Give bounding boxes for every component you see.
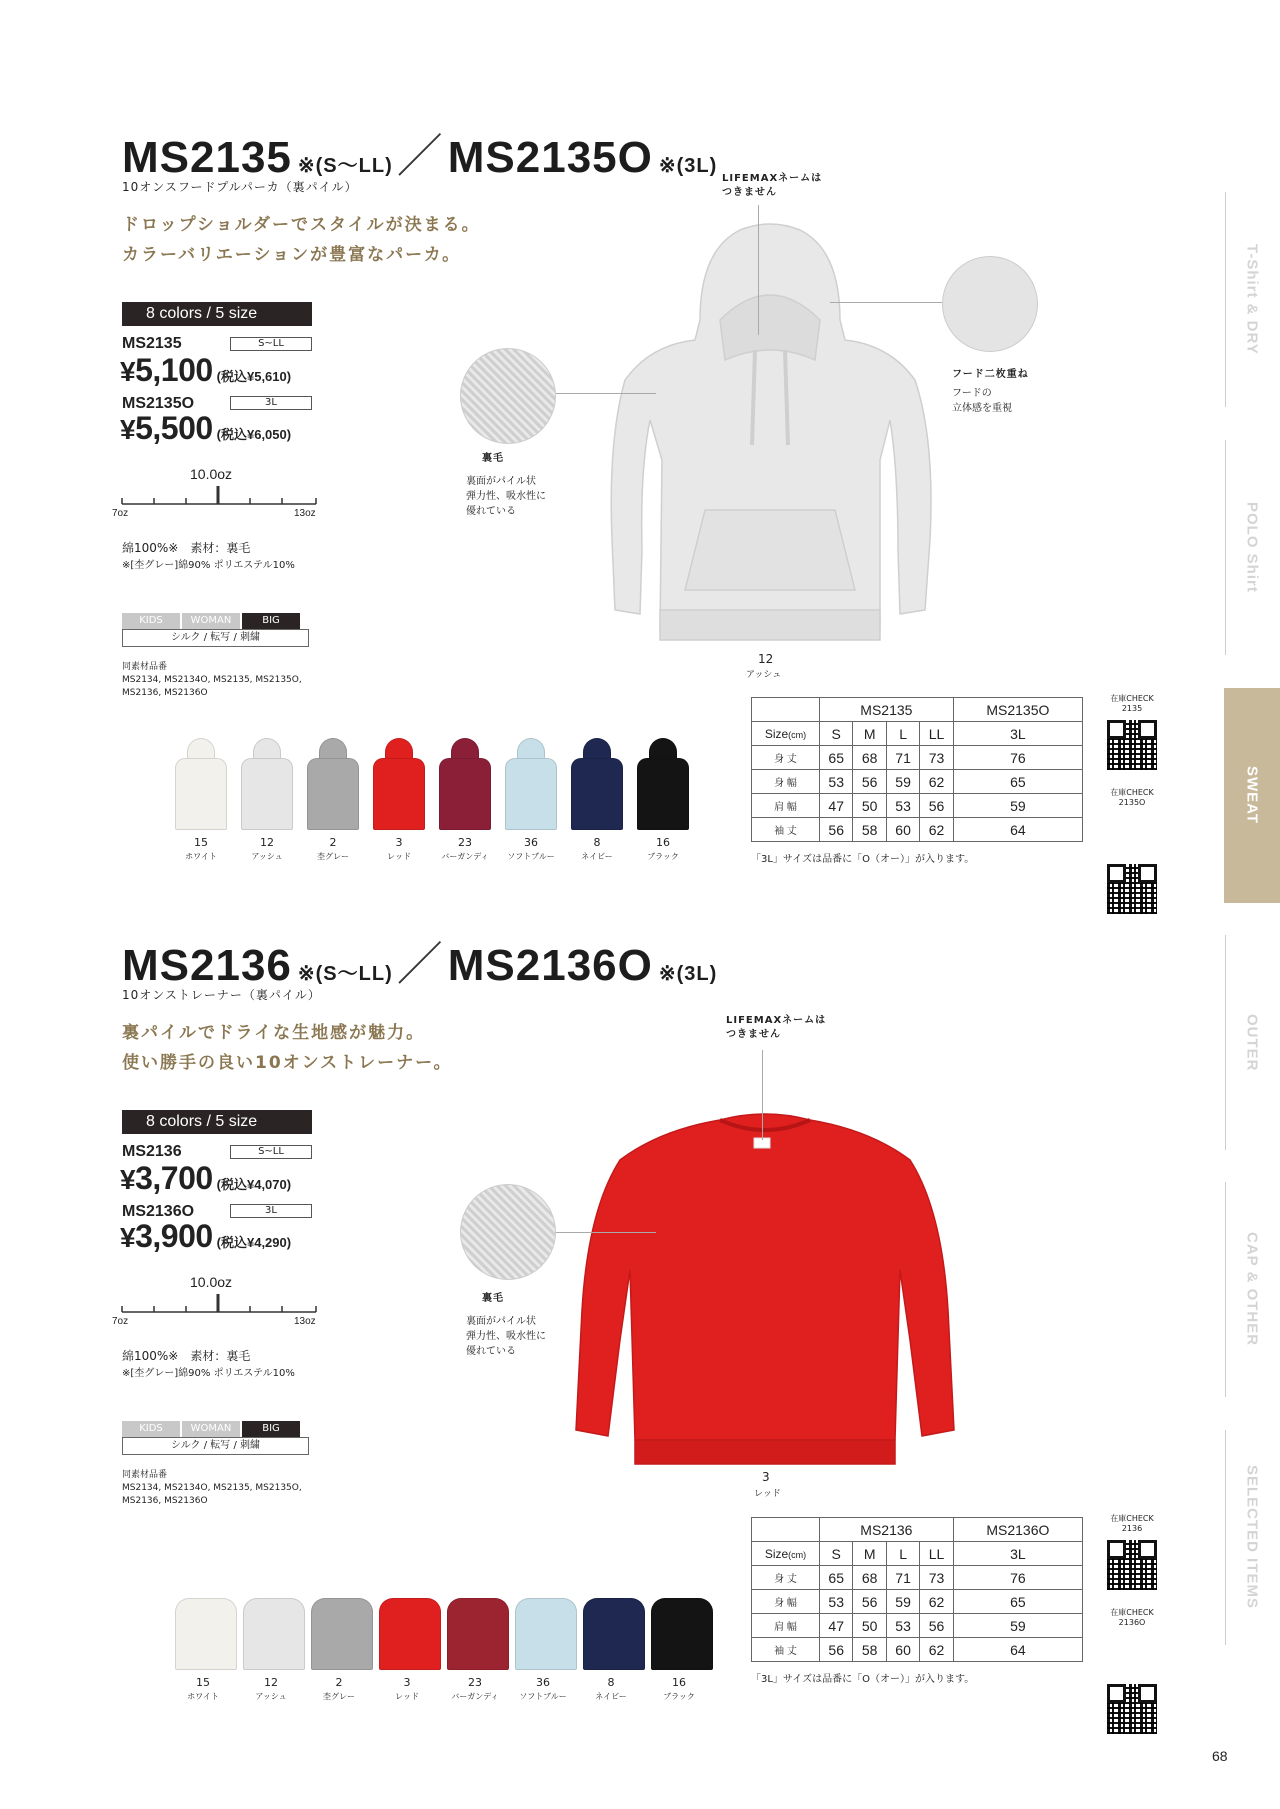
tab-sweat[interactable]: SWEAT [1224,688,1280,903]
fabric-weight: 10.0oz [190,1274,233,1290]
sku-2: MS2136O [122,1203,195,1220]
sku-1: MS2136 [122,1143,182,1160]
swatch[interactable]: 2 杢グレー [302,738,364,863]
swatch[interactable]: 12 アッシュ [236,738,298,863]
callout-hood-title: フード二枚重ね [952,369,1029,380]
scale-min: 7oz [112,508,129,519]
scale-max: 13oz [294,1316,316,1327]
tab-cap-other[interactable]: CAP & OTHER [1243,1232,1261,1347]
print-methods: シルク / 転写 / 刺繍 [122,1437,309,1455]
callout-fabric-desc: 裏面がパイル状 弾力性、吸水性に 優れている [466,476,546,517]
table-note: 「3L」サイズは品番に「O（オー）」が入ります。 [751,854,975,865]
qr-code-1[interactable] [1107,1540,1157,1590]
swatch[interactable]: 3 レッド [374,1576,440,1703]
fit-tags [122,1416,302,1437]
tag-kids: KIDS [122,613,180,629]
swatch[interactable]: 3 レッド [368,738,430,863]
callout-no-label: LIFEMAXネームは つきません [722,173,823,198]
swatch[interactable]: 16 ブラック [632,738,694,863]
callout-fabric-title: 裏毛 [482,1293,504,1304]
price-1: ¥3,700 (税込¥4,070) [120,1160,292,1196]
product-title: MS2135 ※(S〜LL)／MS2135O ※(3L) [122,130,718,182]
main-color-name: レッド [754,1489,781,1499]
swatch[interactable]: 15 ホワイト [170,1576,236,1703]
table-row: 身 丈 65 68 71 73 76 [752,1566,1083,1590]
fabric-weight: 10.0oz [190,466,233,482]
swatch[interactable]: 16 ブラック [646,1576,712,1703]
qr-code-2[interactable] [1107,1684,1157,1734]
table-row: 肩 幅 47 50 53 56 59 [752,794,1083,818]
table-row: 袖 丈 56 58 60 62 64 [752,1638,1083,1662]
swatch[interactable]: 8 ネイビー [578,1576,644,1703]
garment-shape [515,1598,577,1670]
garment-shape [175,1598,237,1670]
catch-copy: 裏パイルでドライな生地感が魅力。 使い勝手の良い10オンストレーナー。 [122,1023,453,1073]
price-2: ¥5,500 (税込¥6,050) [120,410,292,446]
garment-shape [379,1598,441,1670]
material-info: 綿100%※ 素材：裏毛 ※[杢グレー]綿90% ポリエステル10% [122,1349,295,1379]
fabric-detail-image [460,1184,556,1280]
callout-fabric-title: 裏毛 [482,453,504,464]
swatch[interactable]: 23 バーガンディ [434,738,496,863]
callout-no-label: LIFEMAXネームは つきません [726,1015,827,1040]
tab-polo-shirt[interactable]: POLO Shirt [1243,502,1261,593]
material-info: 綿100%※ 素材：裏毛 ※[杢グレー]綿90% ポリエステル10% [122,541,295,571]
tag-woman: WOMAN [182,1421,240,1437]
sku-2-size: 3L [230,1204,312,1218]
stock-check-label-1: 在庫CHECK 2135 [1110,694,1154,713]
color-size-count: 8 colors / 5 size [122,302,312,326]
color-swatches [170,1576,710,1704]
print-methods: シルク / 転写 / 刺繍 [122,629,309,647]
swatch[interactable]: 12 アッシュ [238,1576,304,1703]
catch-copy: ドロップショルダーでスタイルが決まる。 カラーバリエーションが豊富なパーカ。 [122,215,481,265]
garment-shape [311,1598,373,1670]
sku-1-size: S~LL [230,337,312,351]
price-1: ¥5,100 (税込¥5,610) [120,352,292,388]
tag-big: BIG [242,613,300,629]
product-subtitle: 10オンスフードプルパーカ（裏パイル） [122,180,358,194]
table-row: 袖 丈 56 58 60 62 64 [752,818,1083,842]
sku-2: MS2135O [122,395,195,412]
garment-shape [583,1598,645,1670]
table-row: 身 幅 53 56 59 62 65 [752,770,1083,794]
weight-scale [120,1292,320,1318]
sku-1-size: S~LL [230,1145,312,1159]
swatch[interactable]: 8 ネイビー [566,738,628,863]
callout-fabric-desc: 裏面がパイル状 弾力性、吸水性に 優れている [466,1316,546,1357]
main-product-image [570,1110,960,1480]
stock-check-label-2: 在庫CHECK 2136O [1110,1608,1154,1627]
product-subtitle: 10オンストレーナー（裏パイル） [122,988,321,1002]
scale-max: 13oz [294,508,316,519]
main-color-name: アッシュ [746,670,782,680]
scale-min: 7oz [112,1316,129,1327]
callout-hood-desc: フードの 立体感を重視 [952,388,1012,414]
size-table: MS2135 MS2135O Size(cm) S M L LL 3L 身 丈 65 68 71 73 76 身 幅 53 56 59 62 65 肩 幅 47 50 53 56 59 袖 丈 56 58 60 62 64 [751,697,1083,842]
swatch[interactable]: 23 バーガンディ [442,1576,508,1703]
swatch[interactable]: 2 杢グレー [306,1576,372,1703]
tab-outer[interactable]: OUTER [1243,1013,1261,1072]
product-title: MS2136 ※(S〜LL)／MS2136O ※(3L) [122,938,718,990]
table-row: 身 幅 53 56 59 62 65 [752,1590,1083,1614]
table-note: 「3L」サイズは品番に「O（オー）」が入ります。 [751,1674,975,1685]
swatch[interactable]: 15 ホワイト [170,738,232,863]
main-color-code: 3 [762,1470,770,1484]
garment-shape [447,1598,509,1670]
garment-shape [243,1598,305,1670]
tab-tshirt-dry[interactable]: T-Shirt & DRY [1243,244,1261,355]
price-2: ¥3,900 (税込¥4,290) [120,1218,292,1254]
table-row: 身 丈 65 68 71 73 76 [752,746,1083,770]
swatch[interactable]: 36 ソフトブルー [510,1576,576,1703]
tag-kids: KIDS [122,1421,180,1437]
garment-shape [651,1598,713,1670]
stock-check-label-1: 在庫CHECK 2136 [1110,1514,1154,1533]
color-size-count: 8 colors / 5 size [122,1110,312,1134]
table-row: 肩 幅 47 50 53 56 59 [752,1614,1083,1638]
sku-2-size: 3L [230,396,312,410]
size-table: MS2136 MS2136O Size(cm) S M L LL 3L 身 丈 65 68 71 73 76 身 幅 53 56 59 62 65 肩 幅 47 50 53 56 59 袖 丈 56 58 60 62 64 [751,1517,1083,1662]
same-material-list: 同素材品番 MS2134, MS2134O, MS2135, MS2135O, MS2136, MS2136O [122,662,302,698]
stock-check-label-2: 在庫CHECK 2135O [1110,788,1154,807]
tab-selected-items[interactable]: SELECTED ITEMS [1243,1465,1261,1610]
same-material-list: 同素材品番 MS2134, MS2134O, MS2135, MS2135O, MS2136, MS2136O [122,1470,302,1506]
main-color-code: 12 [758,652,774,666]
swatch[interactable]: 36 ソフトブルー [500,738,562,863]
tag-big: BIG [242,1421,300,1437]
tag-woman: WOMAN [182,613,240,629]
page-number: 68 [1212,1748,1228,1764]
sku-1: MS2135 [122,335,182,352]
